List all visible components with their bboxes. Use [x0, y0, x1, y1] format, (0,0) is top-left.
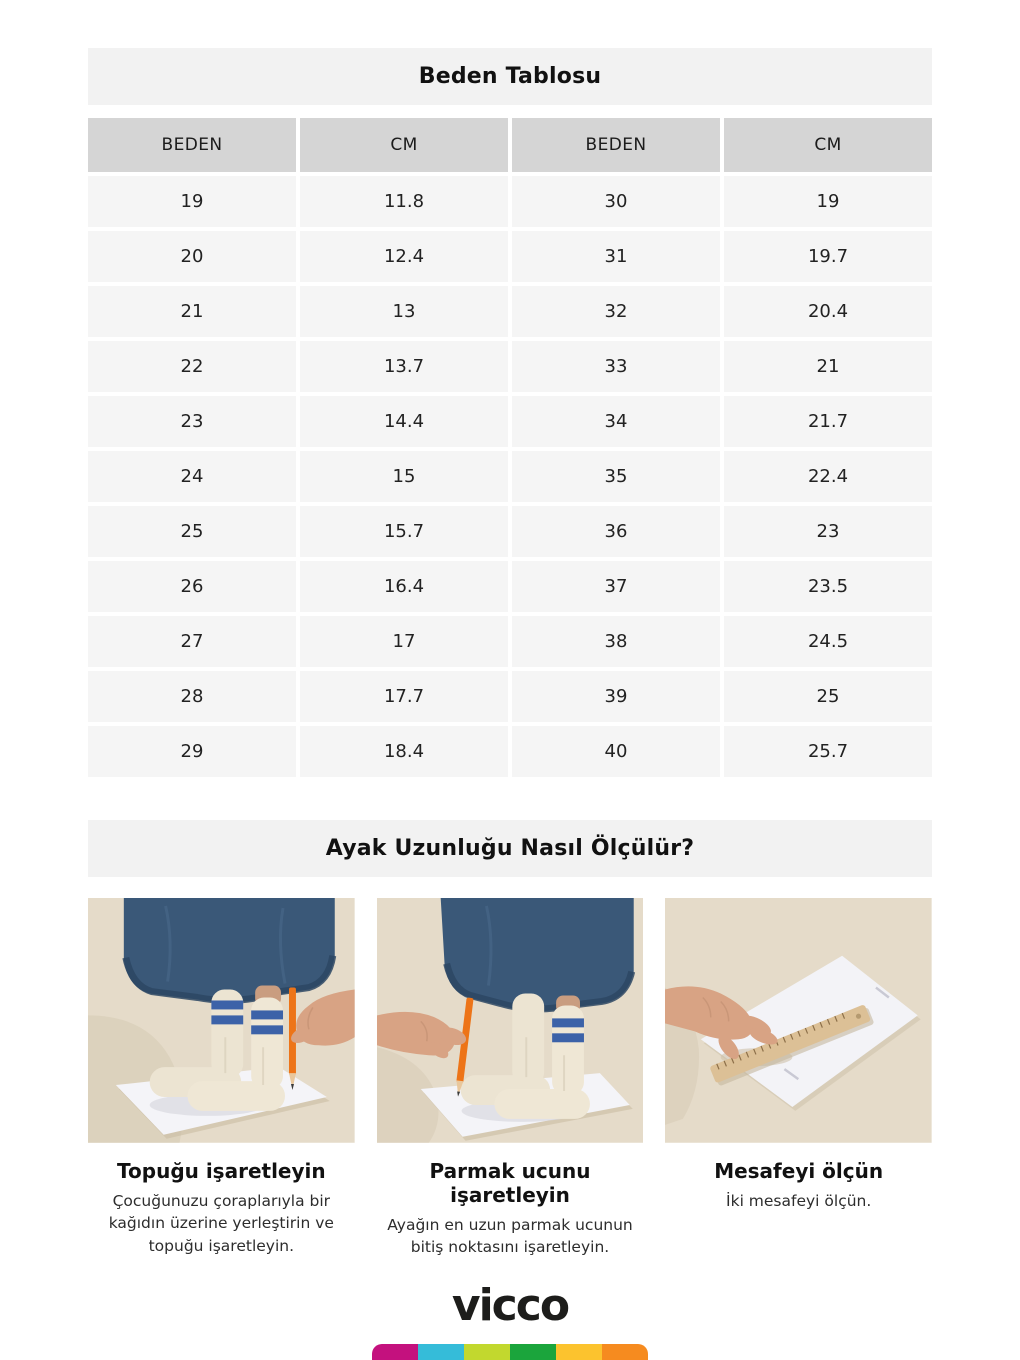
- step-mark-heel: [88, 898, 355, 1259]
- table-cell: 17.7: [300, 671, 508, 722]
- size-table: [88, 118, 932, 777]
- table-cell: 25: [88, 506, 296, 557]
- brand-bar-segment: [372, 1344, 418, 1360]
- table-cell: 13.7: [300, 341, 508, 392]
- table-cell: 33: [512, 341, 720, 392]
- table-cell: 35: [512, 451, 720, 502]
- measure-distance-photo: [665, 898, 932, 1143]
- table-cell: 23: [88, 396, 296, 447]
- table-cell: 36: [512, 506, 720, 557]
- measure-section-title: Ayak Uzunluğu Nasıl Ölçülür?: [325, 836, 695, 861]
- table-cell: 21: [88, 286, 296, 337]
- table-cell: 23: [724, 506, 932, 557]
- table-cell: 25.7: [724, 726, 932, 777]
- table-cell: 21.7: [724, 396, 932, 447]
- brand-bar-segment: [602, 1344, 648, 1360]
- size-table-header-bar: [88, 48, 932, 105]
- table-cell: 18.4: [300, 726, 508, 777]
- column-header-beden-left: BEDEN: [88, 118, 296, 172]
- step-title: Topuğu işaretleyin: [117, 1158, 326, 1183]
- table-cell: 40: [512, 726, 720, 777]
- column-header-beden-right: BEDEN: [512, 118, 720, 172]
- column-header-cm-right: CM: [724, 118, 932, 172]
- table-cell: 17: [300, 616, 508, 667]
- table-cell: 22: [88, 341, 296, 392]
- mark-toe-photo: [377, 898, 644, 1143]
- measure-steps: [88, 898, 932, 1259]
- table-cell: 11.8: [300, 176, 508, 227]
- table-cell: 39: [512, 671, 720, 722]
- table-cell: 20: [88, 231, 296, 282]
- column-header-cm-left: CM: [300, 118, 508, 172]
- brand-bar-segment: [418, 1344, 464, 1360]
- step-title: Mesafeyi ölçün: [714, 1158, 884, 1183]
- brand-color-bar: [372, 1344, 648, 1360]
- table-cell: 24.5: [724, 616, 932, 667]
- table-cell: 25: [724, 671, 932, 722]
- brand-bar-segment: [464, 1344, 510, 1360]
- table-cell: 13: [300, 286, 508, 337]
- table-cell: 15.7: [300, 506, 508, 557]
- brand-bar-segment: [510, 1344, 556, 1360]
- table-cell: 23.5: [724, 561, 932, 612]
- table-cell: 21: [724, 341, 932, 392]
- table-cell: 20.4: [724, 286, 932, 337]
- table-cell: 26: [88, 561, 296, 612]
- table-cell: 19: [88, 176, 296, 227]
- step-description: Çocuğunuzu çoraplarıyla bir kağıdın üzerine yerleştirin ve topuğu işaretleyin.: [108, 1191, 334, 1255]
- step-description: Ayağın en uzun parmak ucunun bitiş noktasını işaretleyin.: [387, 1215, 633, 1257]
- table-cell: 38: [512, 616, 720, 667]
- table-cell: 22.4: [724, 451, 932, 502]
- table-cell: 19.7: [724, 231, 932, 282]
- table-cell: 19: [724, 176, 932, 227]
- table-cell: 15: [300, 451, 508, 502]
- table-cell: 28: [88, 671, 296, 722]
- table-cell: 24: [88, 451, 296, 502]
- table-cell: 14.4: [300, 396, 508, 447]
- table-cell: 30: [512, 176, 720, 227]
- step-mark-toe: [377, 898, 644, 1259]
- size-table-title: Beden Tablosu: [418, 64, 602, 89]
- table-cell: 34: [512, 396, 720, 447]
- step-description: İki mesafeyi ölçün.: [726, 1191, 872, 1210]
- step-measure-distance: [665, 898, 932, 1259]
- table-cell: 37: [512, 561, 720, 612]
- table-cell: 16.4: [300, 561, 508, 612]
- step-title: Parmak ucunu işaretleyin: [429, 1158, 591, 1207]
- table-cell: 32: [512, 286, 720, 337]
- brand-bar-segment: [556, 1344, 602, 1360]
- brand-logo: vicco: [451, 1280, 569, 1331]
- mark-heel-photo: [88, 898, 355, 1143]
- measure-section-header-bar: [88, 820, 932, 877]
- table-cell: 29: [88, 726, 296, 777]
- table-cell: 31: [512, 231, 720, 282]
- table-cell: 12.4: [300, 231, 508, 282]
- table-cell: 27: [88, 616, 296, 667]
